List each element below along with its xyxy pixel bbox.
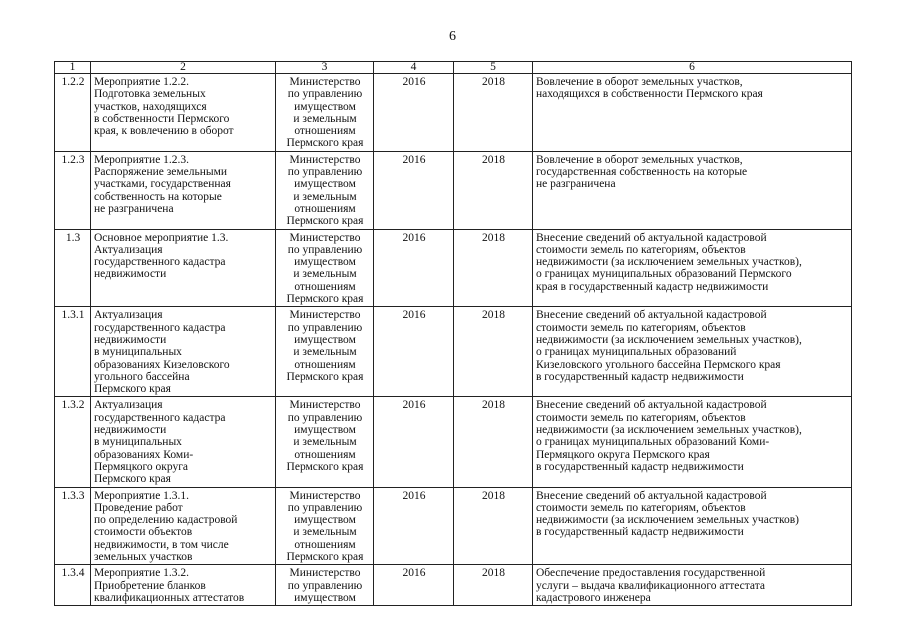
expected-result: Внесение сведений об актуальной кадастровой стоимости земель по категориям, объектов недвижимости (за исключением земельных участков) в государственный кадастр недвижимости <box>533 487 852 565</box>
table-row <box>55 74 852 152</box>
header-cell: 3 <box>276 62 374 74</box>
end-year: 2018 <box>454 229 533 307</box>
row-number: 1.2.2 <box>55 74 91 152</box>
row-number: 1.3.3 <box>55 487 91 565</box>
start-year: 2016 <box>374 307 454 397</box>
start-year: 2016 <box>374 565 454 606</box>
expected-result: Вовлечение в оборот земельных участков, находящихся в собственности Пермского края <box>533 74 852 152</box>
expected-result: Обеспечение предоставления государственной услуги – выдача квалификационного аттестата кадастрового инженера <box>533 565 852 606</box>
table-row <box>55 397 852 487</box>
table-row <box>55 229 852 307</box>
header-cell: 5 <box>454 62 533 74</box>
row-number: 1.3.2 <box>55 397 91 487</box>
end-year: 2018 <box>454 487 533 565</box>
row-number: 1.2.3 <box>55 151 91 229</box>
header-cell: 1 <box>55 62 91 74</box>
start-year: 2016 <box>374 151 454 229</box>
activity-name: Основное мероприятие 1.3. Актуализация государственного кадастра недвижимости <box>91 229 276 307</box>
executor: Министерство по управлению имуществом и земельным отношениям Пермского края <box>276 397 374 487</box>
end-year: 2018 <box>454 74 533 152</box>
end-year: 2018 <box>454 397 533 487</box>
executor: Министерство по управлению имуществом и земельным отношениям Пермского края <box>276 229 374 307</box>
executor: Министерство по управлению имуществом и земельным отношениям Пермского края <box>276 307 374 397</box>
end-year: 2018 <box>454 151 533 229</box>
end-year: 2018 <box>454 565 533 606</box>
header-cell: 2 <box>91 62 276 74</box>
header-cell: 4 <box>374 62 454 74</box>
activity-name: Мероприятие 1.3.2. Приобретение бланков квалификационных аттестатов <box>91 565 276 606</box>
activity-name: Мероприятие 1.2.2. Подготовка земельных участков, находящихся в собственности Пермского края, к вовлечению в оборот <box>91 74 276 152</box>
table-header-row <box>55 62 852 74</box>
activity-name: Мероприятие 1.2.3. Распоряжение земельными участками, государственная собственность на которые не разграничена <box>91 151 276 229</box>
end-year: 2018 <box>454 307 533 397</box>
program-activities-table <box>54 61 852 606</box>
executor: Министерство по управлению имуществом <box>276 565 374 606</box>
row-number: 1.3 <box>55 229 91 307</box>
header-cell: 6 <box>533 62 852 74</box>
activity-name: Актуализация государственного кадастра недвижимости в муниципальных образованиях Кизеловского угольного бассейна Пермского края <box>91 307 276 397</box>
activity-name: Актуализация государственного кадастра недвижимости в муниципальных образованиях Коми- Пермяцкого округа Пермского края <box>91 397 276 487</box>
activity-name: Мероприятие 1.3.1. Проведение работ по определению кадастровой стоимости объектов недвижимости, в том числе земельных участков <box>91 487 276 565</box>
expected-result: Внесение сведений об актуальной кадастровой стоимости земель по категориям, объектов недвижимости (за исключением земельных участков), о границах муниципальных образований Кизеловского угольного бассейна Пермского края в государственный кадастр недвижимости <box>533 307 852 397</box>
page-number: 6 <box>449 29 456 44</box>
start-year: 2016 <box>374 487 454 565</box>
start-year: 2016 <box>374 397 454 487</box>
expected-result: Внесение сведений об актуальной кадастровой стоимости земель по категориям, объектов недвижимости (за исключением земельных участков), о границах муниципальных образований Пермского края в государственный кадастр недвижимости <box>533 229 852 307</box>
start-year: 2016 <box>374 229 454 307</box>
executor: Министерство по управлению имуществом и земельным отношениям Пермского края <box>276 487 374 565</box>
table-row <box>55 565 852 606</box>
expected-result: Вовлечение в оборот земельных участков, государственная собственность на которые не разграничена <box>533 151 852 229</box>
executor: Министерство по управлению имуществом и земельным отношениям Пермского края <box>276 74 374 152</box>
table-row <box>55 487 852 565</box>
table-row <box>55 151 852 229</box>
expected-result: Внесение сведений об актуальной кадастровой стоимости земель по категориям, объектов недвижимости (за исключением земельных участков), о границах муниципальных образований Коми- Пермяцкого округа Пермского края в государственный кадастр недвижимости <box>533 397 852 487</box>
start-year: 2016 <box>374 74 454 152</box>
row-number: 1.3.1 <box>55 307 91 397</box>
row-number: 1.3.4 <box>55 565 91 606</box>
table-row <box>55 307 852 397</box>
executor: Министерство по управлению имуществом и земельным отношениям Пермского края <box>276 151 374 229</box>
